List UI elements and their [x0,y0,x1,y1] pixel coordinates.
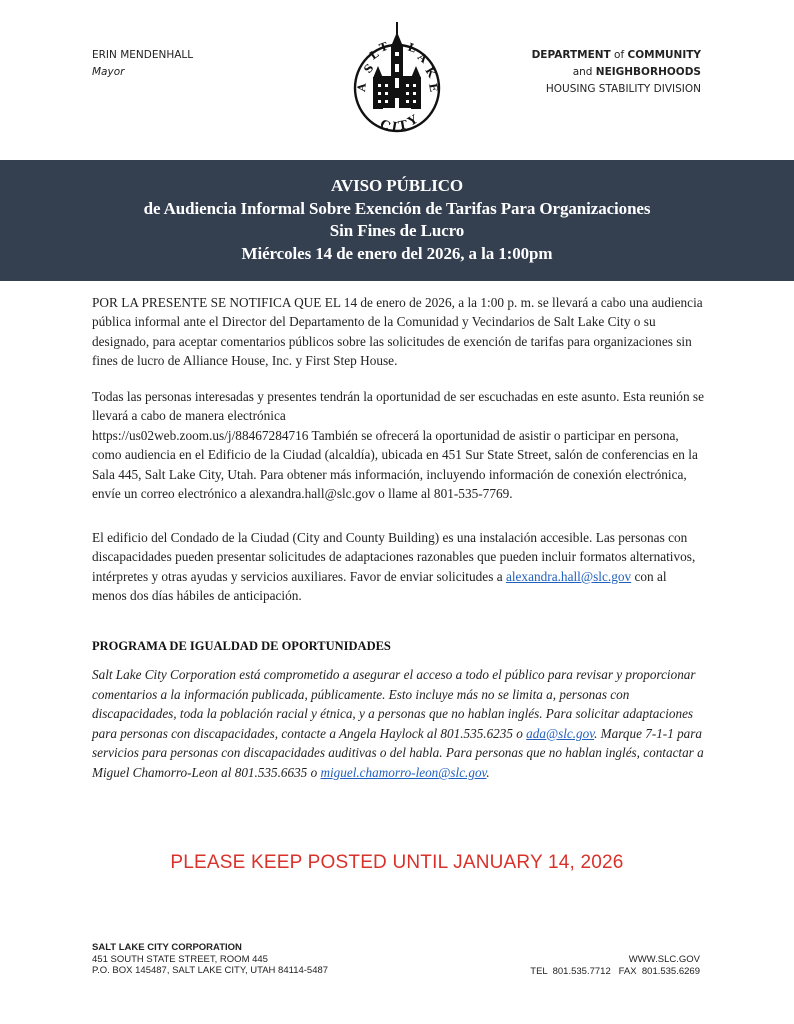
eo-text-b: . Marque 7-1-1 para servicios para personas con discapacidades auditivas o del habla. Para personas que no hablan inglés, contactar a Miguel Chamorro-Leon al 801.535.6635 o [92,725,704,780]
banner-date: Miércoles 14 de enero del 2026, a la 1:00pm [241,243,553,263]
email-link-miguel[interactable]: miguel.chamorro-leon@slc.gov [320,764,487,780]
svg-text:T: T [377,39,390,55]
salt-lake-city-seal-icon [351,22,443,134]
email-link-alexandra[interactable]: alexandra.hall@slc.gov [505,568,632,584]
paragraph-3-end: con al menos dos días hábiles de anticipación. [92,568,667,604]
svg-text:Y: Y [405,112,420,129]
eo-text-c: . [486,764,490,780]
keep-posted-notice: PLEASE KEEP POSTED UNTIL JANUARY 14, 2026 [170,852,624,873]
footer-phones: TEL 801.535.7712 FAX 801.535.6269 [530,965,700,977]
mayor-block [92,47,193,81]
eo-text-a: Salt Lake City Corporation está comprometido a asegurar el acceso a todo el público para revisar y proporcionar comentarios a la información publicada, públicamente. Esto incluye más no se limita a, personas con discapacidades, toda la población racial y étnica, y a personas que no hablan inglés. Para solicitar adaptaciones para personas con discapacidades, contacte a Angela Haylock al 801.535.6235 o [92,667,696,741]
banner-title: AVISO PÚBLICO [330,176,464,195]
svg-text:L: L [405,40,418,56]
footer-address-1: 451 SOUTH STATE STREET, ROOM 445 [92,953,268,965]
department-label: DEPARTMENT [531,49,611,61]
notice-paragraph-1: POR LA PRESENTE SE NOTIFICA QUE EL 14 de enero de 2026, a la 1:00 p. m. se llevará a cabo una audiencia pública informal ante el Director del Departamento de la Comunidad y Vecindarios de Salt Lake City o su designado, para aceptar comentarios públicos sobre las solicitudes de exención de tarifas para organizaciones sin fines de lucro de Alliance House, Inc. y First Step House. [92,295,703,369]
equal-opportunity-text [92,665,704,783]
footer-contact [530,954,700,977]
department-of: of [610,49,628,61]
division-name: HOUSING STABILITY DIVISION [545,83,701,95]
svg-text:L: L [367,47,382,63]
banner-subtitle-1: de Audiencia Informal Sobre Exención de Tarifas Para Organizaciones [143,198,651,218]
footer-address [92,942,328,977]
svg-text:I: I [390,119,399,134]
banner-subtitle-2: Sin Fines de Lucro [329,221,465,240]
svg-text:C: C [377,116,393,134]
mayor-name: ERIN MENDENHALL [92,49,194,61]
svg-text:K: K [422,65,439,80]
svg-text:E: E [426,82,441,93]
paragraph-3-text: El edificio del Condado de la Ciudad (City and County Building) es una instalación accesible. Las personas con discapacidades pueden presentar solicitudes de adaptaciones razonables que pueden incluir formatos alternativos, intérpretes y otras ayudas y servicios auxiliares. Favor de enviar solicitudes a [92,530,696,584]
department-block [532,47,701,98]
svg-text:T: T [397,117,409,133]
footer-website: WWW.SLC.GOV [628,954,700,965]
notice-paragraph-2 [92,387,704,503]
department-neighborhoods: NEIGHBORHOODS [595,66,701,78]
zoom-url: https://us02web.zoom.us/j/88467284716 [92,427,309,443]
footer-org: SALT LAKE CITY CORPORATION [92,942,242,953]
department-line-2 [532,64,701,81]
svg-text:A: A [355,82,369,93]
department-and: and [572,66,596,78]
notice-paragraph-3 [92,528,704,606]
mayor-title: Mayor [92,66,125,78]
department-community: COMMUNITY [627,49,701,61]
paragraph-2-intro: Todas las personas interesadas y presentes tendrán la oportunidad de ser escuchadas en este asunto. Esta reunión se llevará a cabo de manera electrónica [92,389,705,424]
notice-banner [0,160,794,281]
svg-text:A: A [415,50,430,66]
paragraph-2-rest: También se ofrecerá la oportunidad de asistir o participar en persona, como audiencia en el Edificio de la Ciudad (alcaldía), ubicada en 451 Sur State Street, salón de conferencias en la Sala 445, Salt Lake City, Utah. Para obtener más información, incluyendo información de conexión electrónica, envíe un correo electrónico a alexandra.hall@slc.gov o llame al 801-535-7769. [92,427,698,502]
svg-text:S: S [361,61,377,76]
equal-opportunity-title: PROGRAMA DE IGUALDAD DE OPORTUNIDADES [92,639,391,653]
email-link-ada[interactable]: ada@slc.gov [526,725,595,741]
footer-address-2: P.O. BOX 145487, SALT LAKE CITY, UTAH 84114-5487 [92,965,329,976]
department-line-1 [532,47,701,64]
